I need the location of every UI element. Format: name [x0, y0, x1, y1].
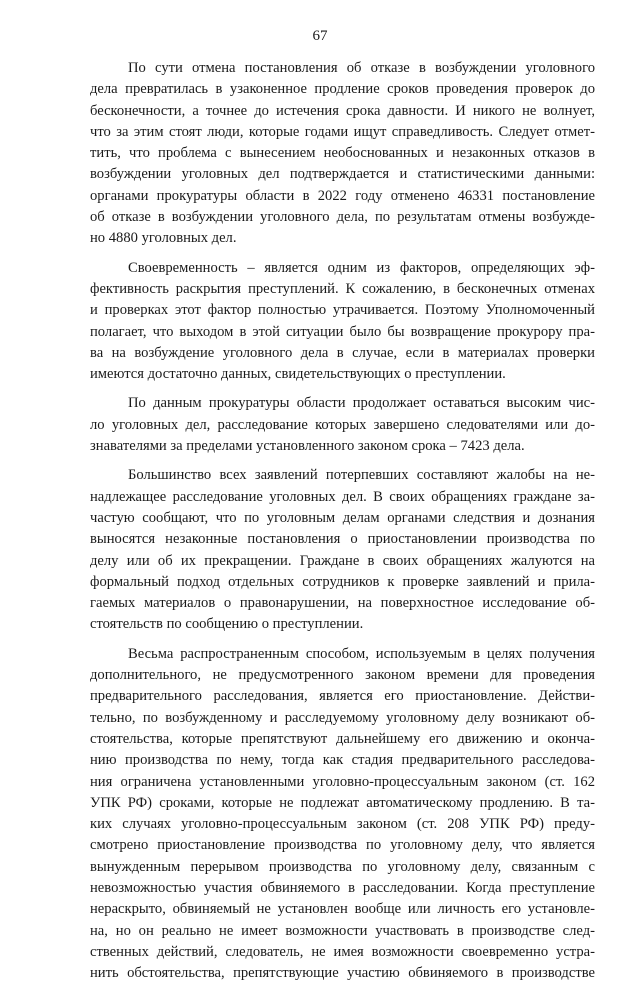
text-line: полагает, что выходом в этой ситуации было бы возвращение прокурору пра-	[90, 323, 595, 340]
text-line: ния ограничена установленными уголовно-процессуальным законом (ст. 162	[90, 773, 595, 790]
text-line: частую сообщают, что по уголовным делам органами следствия и дознания	[90, 509, 595, 526]
text-line: делу или об их прекращении. Граждане в своих обращениях жалуются на	[90, 552, 595, 569]
text-line: Весьма распространенным способом, используемым в целях получения	[128, 645, 595, 662]
text-line: невозможностью участия обвиняемого в расследовании. Когда преступление	[90, 879, 595, 896]
text-line: вынужденным перерывом производства по уголовному делу, связанным с	[90, 858, 595, 875]
text-line: формальный подход отдельных сотрудников к проверке заявлений и прила-	[90, 573, 595, 590]
paragraph	[90, 393, 595, 457]
text-line: ственных действий, следователь, не имея возможности своевременно устра-	[90, 943, 595, 960]
text-line: об отказе в возбуждении уголовного дела, по результатам отмены возбужде-	[90, 209, 595, 226]
text-line: дополнительного, не предусмотренного законом времени для проведения	[90, 667, 595, 684]
text-line: имеются достаточно данных, свидетельствующих о преступлении.	[90, 366, 506, 383]
text-line: нераскрыто, обвиняемый не установлен вообще или личность его установле-	[90, 901, 595, 918]
text-line: но 4880 уголовных дел.	[90, 230, 237, 247]
text-line: возбуждении уголовных дел подтверждается и статистическими данными:	[90, 166, 595, 183]
text-line: Своевременность – является одним из факторов, определяющих эф-	[128, 259, 595, 276]
text-line: По сути отмена постановления об отказе в возбуждении уголовного	[128, 60, 595, 76]
text-line: что за этим стоят люди, которые годами ищут справедливость. Следует отмет-	[90, 123, 595, 140]
text-line: смотрено приостановление производства по уголовному делу, что является	[90, 837, 595, 854]
text-line: тельно, по возбужденному и расследуемому уголовному делу возникают об-	[90, 709, 595, 726]
text-line: нию производства по нему, тогда как стадия предварительного расследова-	[90, 752, 595, 769]
text-line: предварительного расследования, является его приостановление. Действи-	[90, 688, 595, 705]
text-line: бесконечности, а точнее до истечения срока давности. И никого не волнует,	[90, 102, 595, 119]
text-line: нить обстоятельства, препятствующие участию обвиняемого в производстве	[90, 965, 595, 982]
text-line: тить, что проблема с вынесением необоснованных и незаконных отказов в	[90, 145, 595, 162]
text-line: выносятся незаконные постановления о приостановлении производства по	[90, 531, 595, 548]
text-line: и проверках этот фактор полностью утрачивается. Поэтому Уполномоченный	[90, 302, 595, 319]
text-line: органами прокуратуры области в 2022 году отменено 46331 постановление	[90, 187, 595, 204]
text-line: фективность раскрытия преступлений. К сожалению, в бесконечных отменах	[90, 280, 595, 297]
text-line: на, но он реально не имеет возможности участвовать в производстве след-	[90, 922, 595, 939]
text-line: По данным прокуратуры области продолжает оставаться высоким чис-	[128, 395, 595, 412]
paragraph	[90, 258, 595, 386]
paragraph	[90, 644, 595, 985]
text-line: надлежащее расследование уголовных дел. В своих обращениях граждане за-	[90, 488, 595, 505]
document-body	[90, 58, 595, 992]
text-line: ва на возбуждение уголовного дела в случае, если в материалах проверки	[90, 344, 595, 361]
text-line: Большинство всех заявлений потерпевших составляют жалобы на не-	[128, 467, 595, 484]
text-line: знавателями за пределами установленного законом срока – 7423 дела.	[90, 438, 525, 455]
text-line: гаемых материалов о правонарушении, на поверхностное исследование об-	[90, 595, 595, 612]
paragraph	[90, 465, 595, 635]
paragraph	[90, 58, 595, 250]
text-line: УПК РФ) сроками, которые не подлежат автоматическому продлению. В та-	[90, 794, 595, 811]
text-line: ких случаях уголовно-процессуальным законом (ст. 208 УПК РФ) преду-	[90, 816, 595, 833]
text-line: дела превратилась в узаконенное продление сроков проведения проверок до	[90, 81, 595, 98]
text-line: ло уголовных дел, расследование которых завершено следователями или до-	[90, 416, 595, 433]
text-line: стоятельства, которые препятствуют дальнейшему его движению и оконча-	[90, 730, 595, 747]
page-number: 67	[312, 28, 328, 44]
text-line: стоятельств по сообщению о преступлении.	[90, 616, 364, 633]
